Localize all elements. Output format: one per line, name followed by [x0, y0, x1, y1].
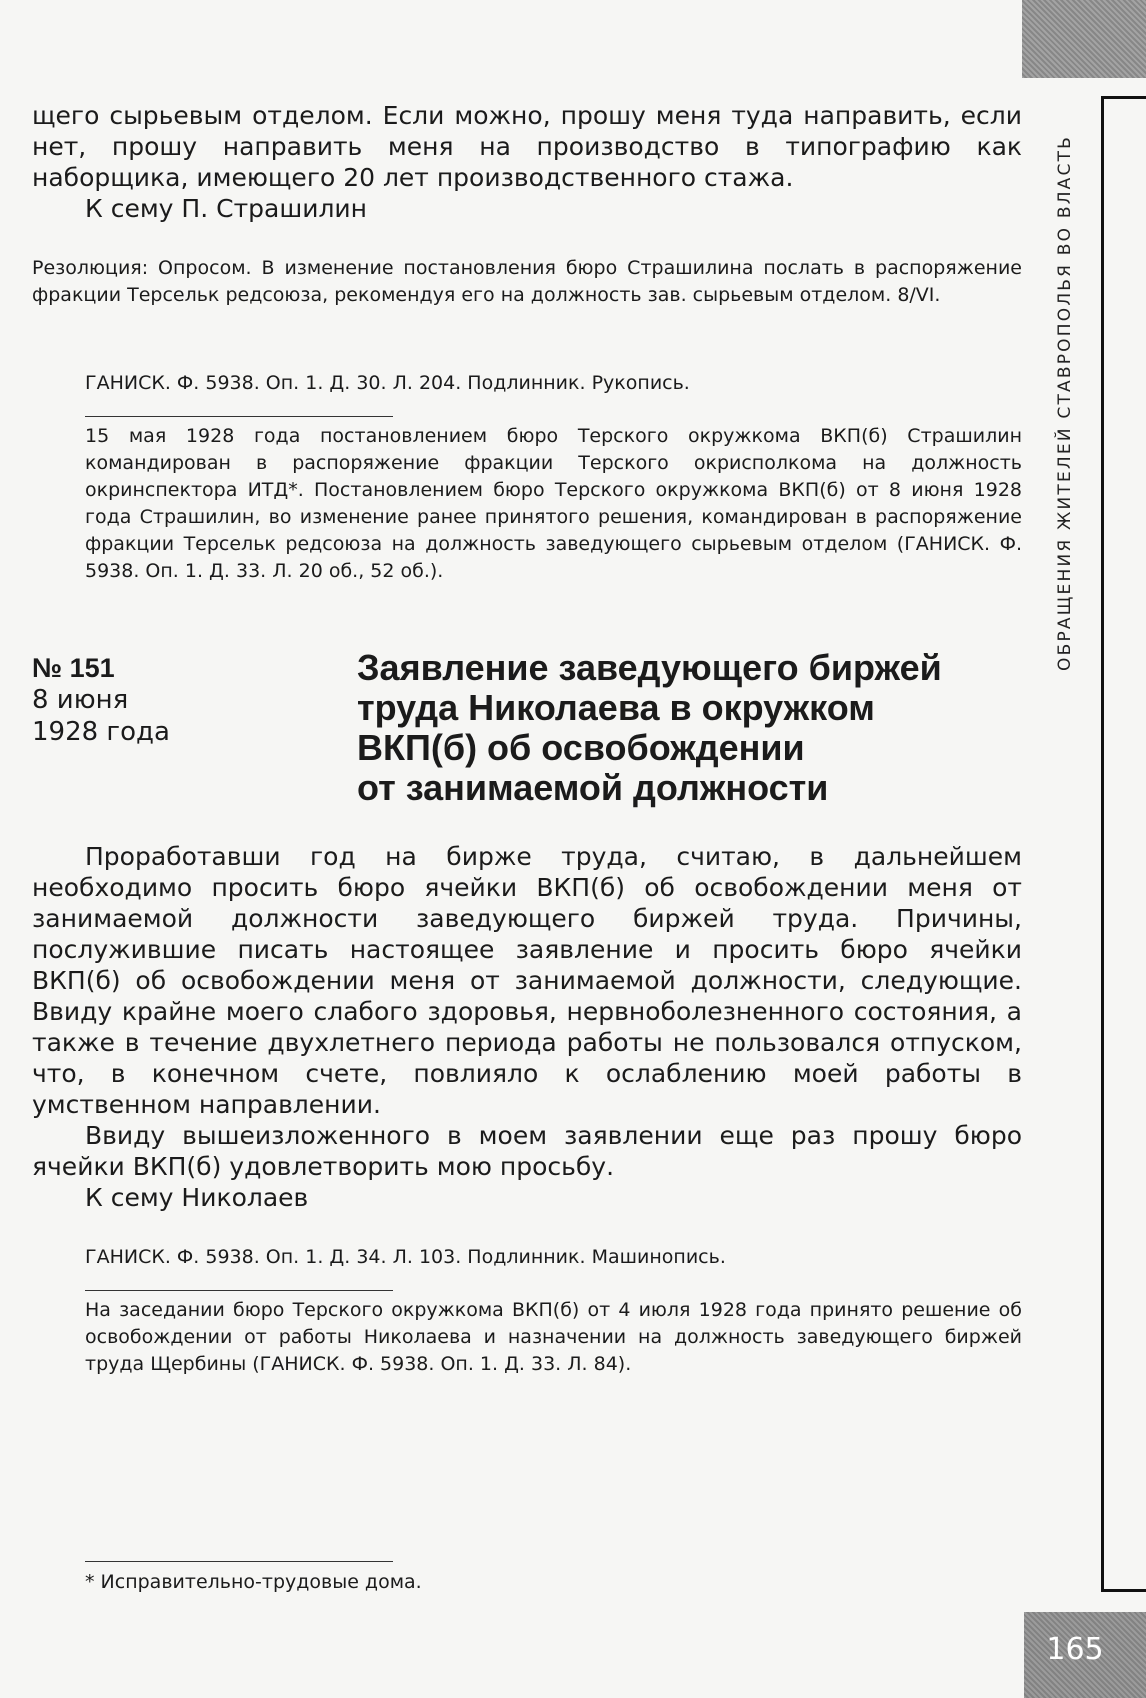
running-head-text: ОБРАЩЕНИЯ ЖИТЕЛЕЙ СТАВРОПОЛЬЯ ВО ВЛАСТЬ: [1055, 134, 1075, 671]
doc-number: № 151: [32, 653, 115, 683]
footnote: * Исправительно-трудовые дома.: [85, 1571, 422, 1593]
doc-title-line: ВКП(б) об освобождении: [357, 727, 805, 768]
doc-source-block: [85, 1244, 1022, 1271]
prev-doc-text: щего сырьевым отделом. Если можно, прошу меня туда направить, если нет, прошу направить меня на производство в типографию как наборщика, имеющего 20 лет производственного стажа.: [32, 101, 1022, 192]
doc-title-line: труда Николаева в окружком: [357, 687, 875, 728]
doc-title: [357, 648, 1017, 808]
doc-paragraph-1: Проработавши год на бирже труда, считаю, в дальнейшем необходимо просить бюро ячейки ВКП(б) об освобождении меня от занимаемой должности заведующего биржей труда. Причины, послужившие писать настоящее заявление и просить бюро ячейки ВКП(б) об освобождении меня от занимаемой должности, следующие. Ввиду крайне моего слабого здоровья, нервноболезненного состояния, а также в течение двухлетнего периода работы не пользовался отпуском, что, в конечном счете, повлияло к ослаблению моей работы в умственном направлении.: [32, 842, 1022, 1119]
doc-body: [32, 841, 1022, 1213]
footnote-rule: [85, 1561, 393, 1562]
doc-date-year: 1928 года: [32, 717, 170, 747]
prev-doc-resolution: Резолюция: Опросом. В изменение постановления бюро Страшилина послать в распоряжение фракции Терсельк редсоюза, рекомендуя его на должность зав. сырьевым отделом. 8/VI.: [32, 257, 1022, 306]
prev-doc-note-block: [85, 423, 1022, 585]
prev-doc-text-block: [32, 100, 1022, 224]
doc-source: ГАНИСК. Ф. 5938. Оп. 1. Д. 34. Л. 103. Подлинник. Машинопись.: [85, 1246, 726, 1268]
doc-date-day: 8 июня: [32, 685, 129, 715]
side-frame: [1101, 96, 1146, 1592]
doc-note: На заседании бюро Терского окружкома ВКП(б) от 4 июля 1928 года принято решение об освобождении от работы Николаева и назначении на должность заведующего биржей труда Щербины (ГАНИСК. Ф. 5938. Оп. 1. Д. 33. Л. 84).: [85, 1299, 1022, 1375]
prev-doc-note: 15 мая 1928 года постановлением бюро Терского окружкома ВКП(б) Страшилин командирован в распоряжение фракции Терского окрисполкома на должность окринспектора ИТД*. Постановлением бюро Терского окружкома ВКП(б) от 8 июня 1928 года Страшилин, во изменение ранее принятого решения, командирован в распоряжение фракции Терсельк редсоюза на должность заведующего сырьевым отделом (ГАНИСК. Ф. 5938. Оп. 1. Д. 33. Л. 20 об., 52 об.).: [85, 425, 1022, 582]
doc-signature: К сему Николаев: [85, 1183, 309, 1212]
doc-header-meta: [32, 652, 332, 748]
doc-title-line: от занимаемой должности: [357, 767, 829, 808]
prev-doc-source: ГАНИСК. Ф. 5938. Оп. 1. Д. 30. Л. 204. Подлинник. Рукопись.: [85, 372, 690, 394]
doc-paragraph-2: Ввиду вышеизложенного в моем заявлении еще раз прошу бюро ячейки ВКП(б) удовлетворить мою просьбу.: [32, 1121, 1022, 1181]
note-rule-2: [85, 1290, 393, 1291]
corner-tab-top: [1022, 0, 1146, 78]
note-rule-1: [85, 416, 393, 417]
page-number: 165: [1046, 1632, 1104, 1667]
doc-note-block: [85, 1297, 1022, 1378]
prev-doc-source-block: [85, 370, 1022, 397]
prev-doc-resolution-block: [32, 255, 1022, 309]
doc-title-line: Заявление заведующего биржей: [357, 647, 942, 688]
prev-doc-signature: К сему П. Страшилин: [85, 194, 368, 223]
footnote-block: [85, 1569, 1022, 1596]
